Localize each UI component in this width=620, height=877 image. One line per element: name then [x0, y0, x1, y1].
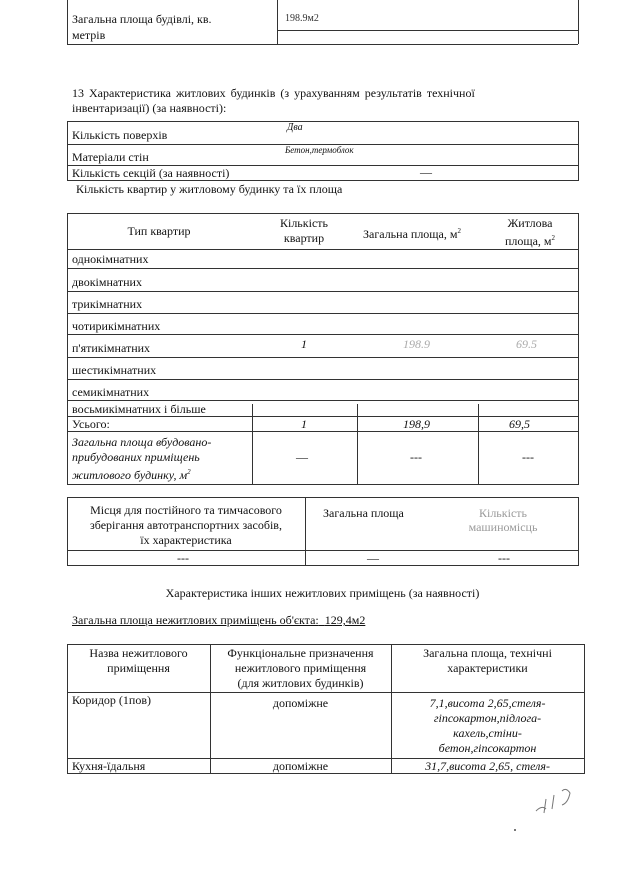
apt-total-line	[67, 431, 578, 432]
nonres-top	[67, 644, 584, 645]
nonres-row-details: гіпсокартон,підлога-	[433, 711, 542, 725]
nonres-bottom	[67, 773, 584, 774]
s13-top	[67, 121, 578, 122]
nonres-row-details: бетон,гіпсокартон	[438, 741, 537, 755]
builtin-label-2: прибудованих приміщень	[72, 450, 200, 464]
apt-row-type: шестикімнатних	[72, 363, 157, 377]
apt-row-area: 198.9	[403, 337, 430, 351]
apt-right	[578, 213, 579, 485]
nonres-head-name-1: Назва нежитлового	[89, 646, 188, 660]
parking-head-spots-1: Кількість	[478, 506, 527, 520]
apt-head-bottom	[67, 249, 578, 250]
builtin-area: ---	[410, 450, 422, 464]
apt-row-type: семикімнатних	[72, 385, 150, 399]
s13-right	[578, 121, 579, 181]
apt-head-living-1: Житлова	[507, 216, 553, 230]
apt-head-count-2: квартир	[283, 231, 325, 245]
parking-right	[578, 497, 579, 566]
nonres-right	[584, 644, 585, 774]
apt-left	[67, 213, 68, 485]
section13-heading-1: 13 Характеристика житлових будинків (з урахуванням результатів технічної	[72, 86, 475, 100]
apt-head-count-1: Кількість	[279, 216, 328, 230]
apt-row-line	[67, 291, 578, 292]
nonres-head-func-2: нежитлового приміщення	[234, 661, 367, 675]
apt-row-line	[67, 400, 578, 401]
builtin-label-3: житлового будинку, $м^2$	[72, 468, 191, 482]
top-table-line	[277, 30, 578, 31]
floors-value: Два	[287, 122, 303, 133]
apt-row-line	[67, 268, 578, 269]
apt-head-living-2: площа, $м^2$	[504, 234, 556, 248]
top-table-border-right	[578, 0, 579, 44]
apt-row-line	[67, 334, 578, 335]
apt-bottom	[67, 484, 578, 485]
parking-head-area: Загальна площа	[323, 506, 404, 520]
sections-label: Кількість секцій (за наявності)	[72, 166, 230, 180]
nonres-head-func-1: Функціональне призначення	[227, 646, 374, 660]
walls-label: Матеріали стін	[72, 150, 149, 164]
building-area-label-2: метрів	[72, 28, 106, 42]
nonres-head-area-2: характеристики	[447, 661, 528, 675]
apt-head-area: Загальна площа, $м^2$	[363, 227, 461, 241]
apt-row-type: чотирикімнатних	[72, 319, 161, 333]
apt-total-area: 198,9	[403, 417, 430, 431]
parking-spots-value: ---	[498, 551, 510, 565]
top-table-bottom	[67, 44, 578, 45]
apt-row-line	[67, 357, 578, 358]
nonres-total: Загальна площа нежитлових приміщень об'єкта: 129,4м2	[72, 613, 366, 627]
top-table-border-left	[67, 0, 68, 44]
apt-head-type: Тип квартир	[127, 224, 191, 238]
nonres-row-details: кахель,стіни-	[453, 726, 522, 740]
building-area-value: 198.9м2	[285, 13, 319, 24]
s13-left	[67, 121, 68, 181]
parking-head-place-2: зберігання автотранспортних засобів,	[90, 518, 282, 532]
builtin-living: ---	[522, 450, 534, 464]
nonres-head-func-3: (для житлових будинків)	[237, 676, 364, 690]
handwritten-page-mark	[532, 785, 582, 819]
parking-head-spots-2: машиномісць	[468, 520, 538, 534]
section13-heading-2: інвентаризації) (за наявності):	[72, 101, 227, 115]
apt-row-line	[67, 416, 578, 417]
apartments-caption: Кількість квартир у житловому будинку та їх площа	[76, 182, 343, 196]
apt-total-label: Усього:	[72, 417, 110, 431]
nonres-row-func: допоміжне	[272, 759, 329, 773]
nonres-row-details: 31,7,висота 2,65, стеля-	[425, 759, 550, 773]
floors-label: Кількість поверхів	[72, 128, 168, 142]
parking-div	[305, 497, 306, 566]
nonres-head-area-1: Загальна площа, технічні	[423, 646, 552, 660]
apt-row-type: двокімнатних	[72, 275, 142, 289]
apt-row-line	[67, 379, 578, 380]
apt-row-type: восьмикімнатних і більше	[72, 402, 206, 416]
apt-total-count: 1	[301, 417, 307, 431]
apt-row-type: п'ятикімнатних	[72, 341, 151, 355]
walls-value: Бетон,термоблок	[285, 145, 354, 155]
apt-row-type: однокімнатних	[72, 252, 149, 266]
parking-top	[67, 497, 578, 498]
nonres-row-name: Коридор (1пов)	[72, 693, 152, 707]
builtin-label-1: Загальна площа вбудовано-	[72, 435, 212, 449]
apt-row-living: 69.5	[516, 337, 537, 351]
parking-head-place-1: Місця для постійного та тимчасового	[90, 503, 282, 517]
parking-head-place-3: їх характеристика	[140, 533, 232, 547]
apt-top	[67, 213, 578, 214]
parking-area-value: —	[367, 551, 379, 565]
apt-row-line	[67, 313, 578, 314]
nonres-row-func: допоміжне	[272, 696, 329, 710]
builtin-count: —	[296, 450, 308, 464]
apt-total-living: 69,5	[509, 417, 530, 431]
nonres-head-name-2: приміщення	[107, 661, 170, 675]
sections-value: —	[420, 165, 432, 179]
s13-bottom	[67, 180, 578, 181]
nonres-row-details: 7,1,висота 2,65,стеля-	[429, 696, 546, 710]
nonres-title: Характеристика інших нежитлових приміщень (за наявності)	[165, 586, 480, 600]
parking-bottom	[67, 565, 578, 566]
nonres-row-name: Кухня-їдальня	[72, 759, 146, 773]
apt-row-count: 1	[301, 337, 307, 351]
parking-place-value: ---	[177, 551, 189, 565]
top-table-divider	[277, 0, 278, 44]
apt-row-type: трикімнатних	[72, 297, 143, 311]
building-area-label-1: Загальна площа будівлі, кв.	[72, 12, 212, 26]
scan-mark	[514, 829, 516, 831]
